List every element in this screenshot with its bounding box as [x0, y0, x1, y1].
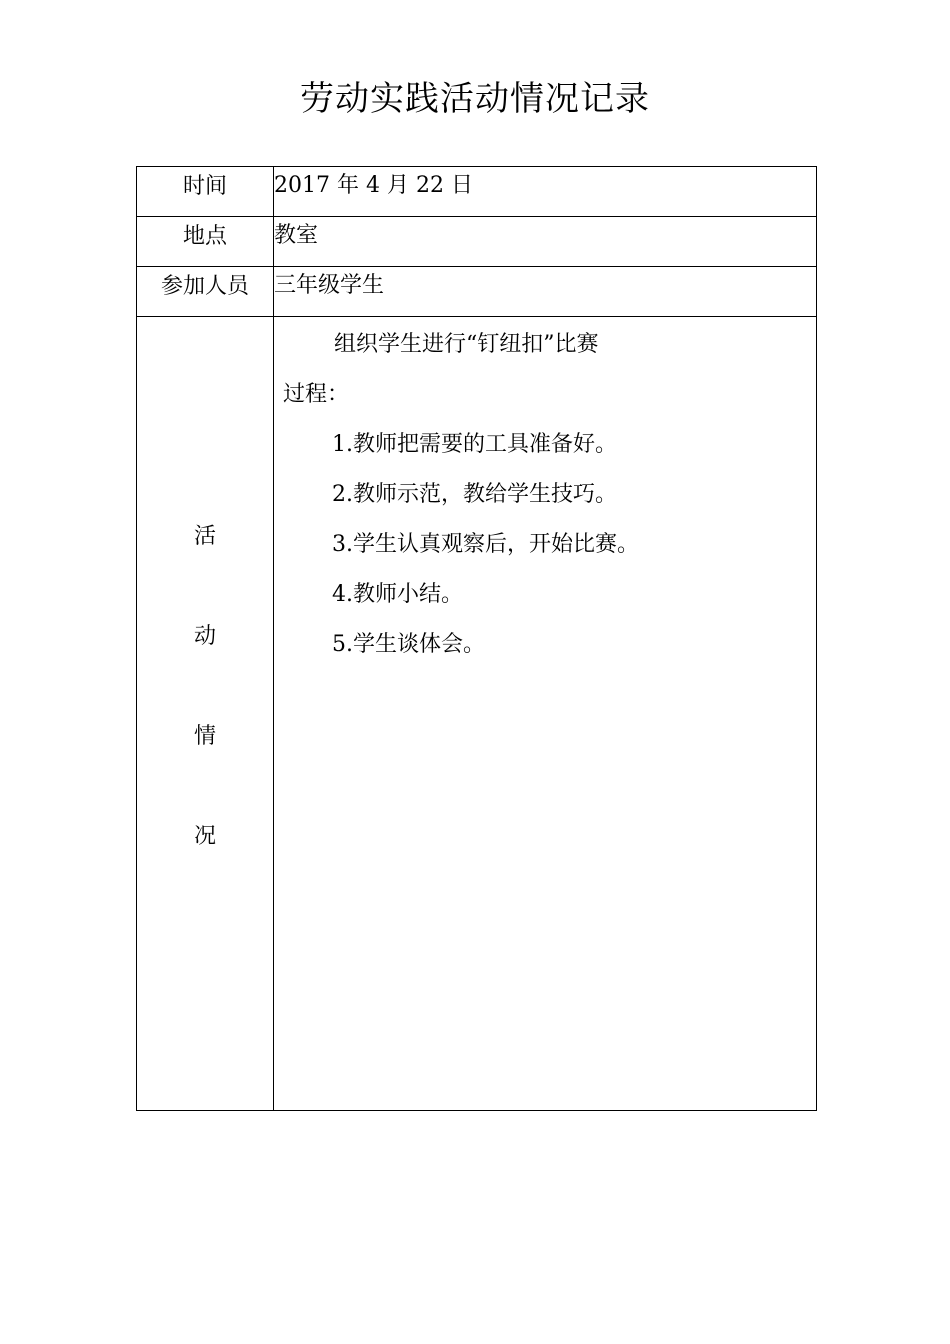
activity-label-char: 动 — [193, 624, 216, 649]
participants-value: 三年级学生 — [274, 267, 817, 317]
location-label: 地点 — [137, 217, 274, 267]
activity-label-char: 活 — [193, 524, 216, 549]
table-row-activity — [137, 317, 817, 1111]
activity-label — [137, 317, 274, 1111]
time-label: 时间 — [137, 167, 274, 217]
participants-label: 参加人员 — [137, 267, 274, 317]
process-step: 3.学生认真观察后，开始比赛。 — [332, 532, 639, 557]
process-step: 1.教师把需要的工具准备好。 — [332, 432, 617, 457]
process-label: 过程： — [283, 382, 350, 407]
table-row-time — [137, 167, 817, 217]
location-value: 教室 — [274, 217, 817, 267]
activity-label-char: 情 — [193, 724, 216, 749]
activity-label-char: 况 — [193, 824, 216, 849]
activity-intro: 组织学生进行“钉纽扣”比赛 — [334, 332, 599, 357]
process-step: 2.教师示范，教给学生技巧。 — [332, 482, 617, 507]
page-title: 劳动实践活动情况记录 — [300, 79, 650, 119]
table-row-participants — [137, 267, 817, 317]
activity-content — [274, 317, 817, 1111]
process-step: 5.学生谈体会。 — [332, 632, 485, 657]
table-row-location — [137, 217, 817, 267]
process-step: 4.教师小结。 — [332, 582, 463, 607]
activity-record-table — [136, 166, 817, 1111]
time-value: 2017 年 4 月 22 日 — [274, 167, 817, 217]
